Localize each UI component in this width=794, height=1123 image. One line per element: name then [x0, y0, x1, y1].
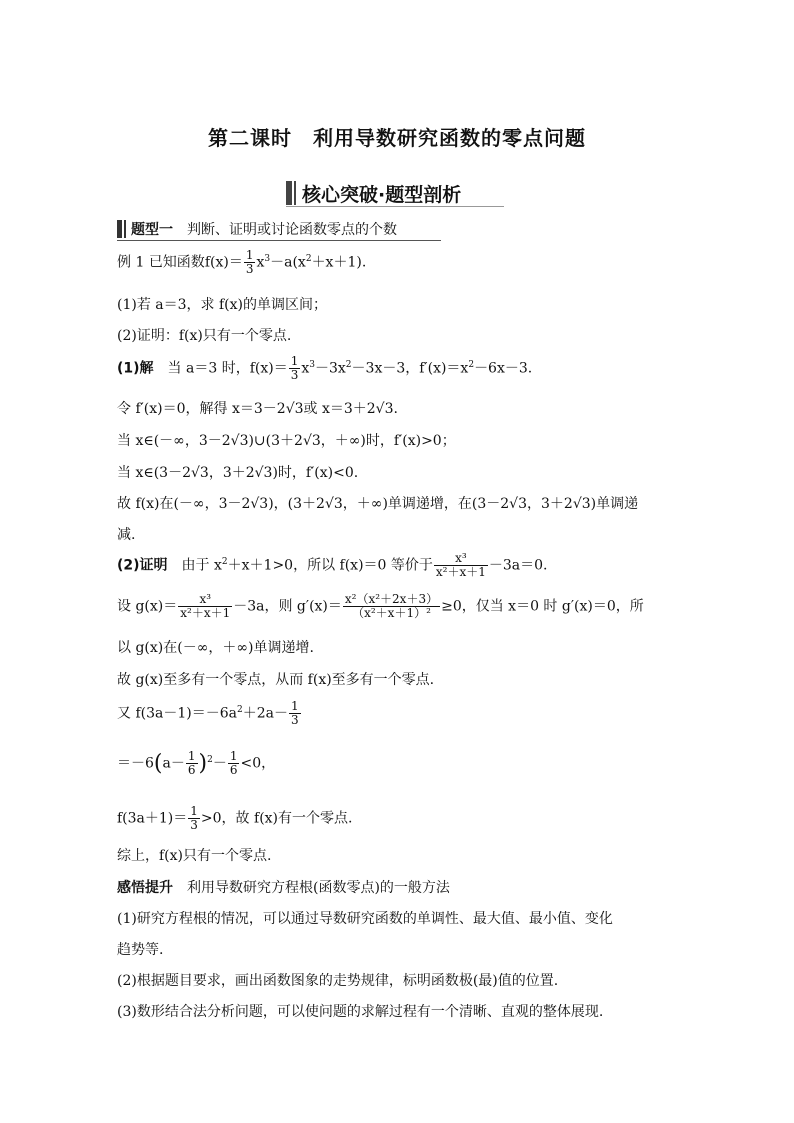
sol2-l5b: ＋2a－ [242, 705, 288, 722]
frac-one-sixth [186, 750, 198, 777]
qtype-bar [117, 220, 122, 238]
sol2-l7a: f(3a＋1)＝ [117, 810, 188, 827]
paren-close: ) [198, 751, 208, 777]
sol2-l7b: >0，故 f(x)有一个零点. [200, 810, 353, 827]
frac-x3-den [434, 552, 488, 579]
banner-bar-thin [294, 181, 296, 205]
frac-one-third-4 [188, 805, 200, 832]
sol2-l2c: ≥0，仅当 x＝0 时 g′(x)＝0，所 [441, 598, 644, 615]
qtype-underline [117, 240, 441, 241]
frac-one-third-3 [289, 700, 301, 727]
ex-sup3: 3 [264, 254, 271, 265]
insight-p3: (3)数形结合法分析问题，可以使问题的求解过程有一个清晰、直观的整体展现. [117, 1004, 604, 1020]
banner-bar [286, 181, 292, 205]
frac-den: 3 [245, 262, 254, 277]
frac-den: （x²＋x＋1）² [352, 606, 431, 621]
frac-num: 1 [187, 749, 196, 763]
sol2-l1b: ＋x＋1>0，所以 f(x)＝0 等价于 [227, 557, 433, 574]
sol1-line4: 当 x∈(3－2√3，3＋2√3)时，f′(x)<0. [117, 465, 359, 481]
insight-p1b: 趋势等. [117, 942, 164, 958]
question-type-header [117, 219, 441, 239]
section-banner [286, 180, 504, 206]
qtype-desc: 判断、证明或讨论函数零点的个数 [187, 222, 397, 238]
sol2-l2a: 设 g(x)＝ [117, 598, 178, 615]
sup2: 2 [236, 705, 243, 716]
frac-num: 1 [229, 749, 238, 763]
ex-sup2: 2 [305, 254, 312, 265]
sol1-line5: 故 f(x)在(－∞，3－2√3)，(3＋2√3，＋∞)单调递增，在(3－2√3，3＋2√3)单调递 [117, 496, 639, 512]
frac-one-third-2 [289, 355, 301, 382]
insight-head: 感悟提升 [117, 880, 173, 896]
ex-f-d: ＋x＋1). [311, 254, 367, 271]
sup3: 3 [309, 360, 315, 371]
sol2-line3: 以 g(x)在(－∞，＋∞)单调递增. [117, 640, 314, 656]
sol1-head: (1)解 [117, 360, 154, 377]
sol2-line6 [117, 750, 275, 777]
insight-text: 利用导数研究方程根(函数零点)的一般方法 [187, 880, 450, 896]
ex-f-c: －a(x [270, 254, 306, 271]
example-label: 例 1 [117, 254, 145, 271]
sol2-l6d: <0， [240, 755, 276, 772]
qtype-bar-thin [124, 220, 126, 238]
sup2b: 2 [468, 360, 475, 371]
insight-p2: (2)根据题目要求，画出函数图象的走势规律，标明函数极(最)值的位置. [117, 973, 559, 989]
sol2-l1a: 由于 x [181, 557, 222, 574]
frac-num: x²（x²＋2x＋3） [344, 592, 439, 606]
sol2-l6c: － [212, 755, 227, 772]
frac-den: x²＋x＋1 [180, 606, 231, 621]
sol2-line4: 故 g(x)至多有一个零点，从而 f(x)至多有一个零点. [117, 672, 435, 688]
frac-den: 6 [229, 763, 238, 778]
sup2: 2 [207, 755, 213, 766]
ex-f-a: f(x)＝ [204, 254, 243, 271]
frac-num: 1 [290, 699, 299, 713]
sol2-l5a: 又 f(3a－1)＝－6a [117, 705, 237, 722]
sol2-line2 [117, 593, 644, 620]
sol1-l1b: x [301, 360, 310, 377]
example-part2: (2)证明：f(x)只有一个零点. [117, 328, 292, 344]
sol2-line7 [117, 805, 352, 832]
sol1-l1e: －6x－3. [474, 360, 533, 377]
frac-num: 1 [245, 248, 254, 262]
qtype-label: 题型一 [131, 222, 173, 238]
frac-one-sixth-2 [228, 750, 240, 777]
sol2-l1c: －3a＝0. [488, 557, 548, 574]
banner-underline [286, 206, 504, 207]
frac-x3-den-2 [178, 593, 232, 620]
frac-den: 3 [290, 713, 299, 728]
sol1-line2: 令 f′(x)＝0，解得 x＝3－2√3或 x＝3＋2√3. [117, 401, 398, 417]
page-title: 第二课时 利用导数研究函数的零点问题 [208, 126, 586, 150]
frac-num: 1 [190, 804, 198, 818]
frac-num: x³ [178, 593, 232, 607]
sol1-line3: 当 x∈(－∞，3－2√3)∪(3＋2√3，＋∞)时，f′(x)>0； [117, 433, 456, 449]
example-part1: (1)若 a＝3，求 f(x)的单调区间； [117, 297, 327, 313]
sol1-l1d: －3x－3，f′(x)＝x [351, 360, 469, 377]
sol2-line1 [117, 552, 548, 579]
frac-den: 6 [187, 763, 196, 778]
sol2-line5 [117, 700, 302, 727]
sol2-l6b: a－ [162, 755, 185, 772]
frac-den: 3 [190, 818, 198, 833]
frac-one-third [244, 249, 256, 276]
frac-den: x²＋x＋1 [435, 565, 486, 580]
sol1-l1c: －3x [314, 360, 346, 377]
sol1-line1 [117, 355, 532, 382]
insight-line [117, 877, 450, 897]
sol1-line6: 减. [117, 527, 136, 543]
frac-num: 1 [290, 354, 299, 368]
banner-text: 核心突破·题型剖析 [302, 184, 462, 206]
example-line [117, 249, 366, 276]
paren-open: ( [153, 751, 163, 777]
frac-gprime [343, 593, 440, 620]
sup2: 2 [221, 557, 228, 568]
sol1-l1a: 当 a＝3 时，f(x)＝ [167, 360, 288, 377]
sol2-l6a: ＝－6 [117, 755, 154, 772]
frac-num: x³ [434, 552, 488, 566]
example-intro: 已知函数 [148, 254, 205, 271]
sol2-line8: 综上，f(x)只有一个零点. [117, 848, 272, 864]
insight-p1: (1)研究方程根的情况，可以通过导数研究函数的单调性、最大值、最小值、变化 [117, 911, 613, 927]
frac-den: 3 [290, 368, 299, 383]
sup2: 2 [345, 360, 352, 371]
ex-f-b: x [256, 254, 265, 271]
qtype-text [131, 219, 397, 239]
sol2-head: (2)证明 [117, 557, 168, 574]
sol2-l2b: －3a，则 g′(x)＝ [233, 598, 342, 615]
